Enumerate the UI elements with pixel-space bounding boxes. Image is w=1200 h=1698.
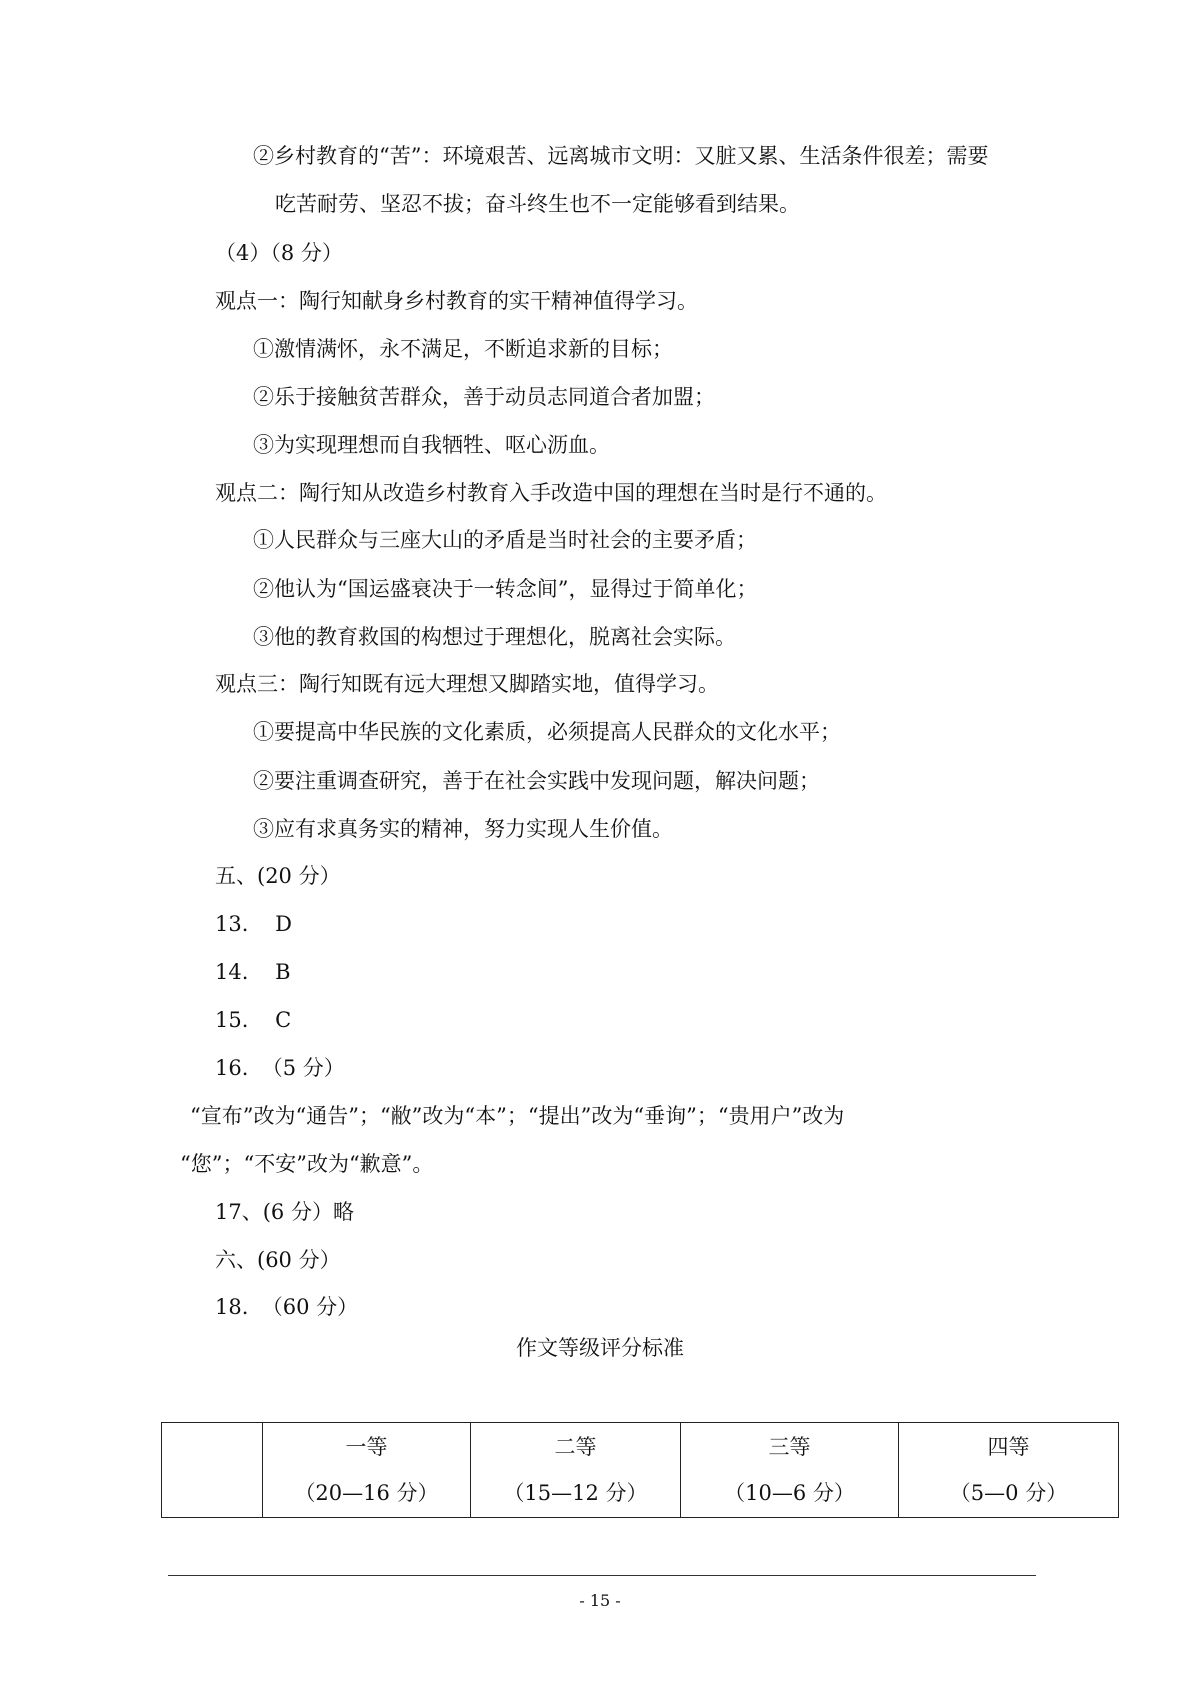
grade-rank: 四等 (987, 1435, 1030, 1459)
answer-14: 14. B (215, 960, 291, 984)
grade-range: （5—0 分） (949, 1481, 1068, 1505)
grade-cell-second (471, 1423, 681, 1518)
text-line: “宣布”改为“通告”；“敝”改为“本”；“提出”改为“垂询”；“贵用户”改为 (190, 1104, 845, 1128)
table-caption: 作文等级评分标准 (516, 1336, 684, 1360)
grade-rank: 一等 (345, 1435, 388, 1459)
table-corner-cell (162, 1423, 263, 1518)
text-line: ②乐于接触贫苦群众，善于动员志同道合者加盟； (253, 385, 715, 409)
text-line: ①激情满怀，永不满足，不断追求新的目标； (253, 337, 673, 361)
footer-divider (168, 1575, 1036, 1576)
text-line: ③应有求真务实的精神，努力实现人生价值。 (253, 817, 673, 841)
answer-18: 18. （60 分） (215, 1295, 359, 1319)
answer-17: 17、(6 分）略 (215, 1200, 354, 1224)
grade-cell-third (681, 1423, 899, 1518)
grade-cell-first (263, 1423, 471, 1518)
table-row (162, 1423, 1119, 1518)
text-line: ③他的教育救国的构想过于理想化，脱离社会实际。 (253, 625, 736, 649)
text-line: 观点二：陶行知从改造乡村教育入手改造中国的理想在当时是行不通的。 (215, 481, 887, 505)
text-line: ①人民群众与三座大山的矛盾是当时社会的主要矛盾； (253, 528, 757, 552)
text-line: ②他认为“国运盛衰决于一转念间”，显得过于简单化； (253, 577, 758, 601)
grade-range: （10—6 分） (724, 1481, 855, 1505)
text-line: ③为实现理想而自我牺牲、呕心沥血。 (253, 433, 610, 457)
text-line: 观点三：陶行知既有远大理想又脚踏实地，值得学习。 (215, 672, 719, 696)
text-line: 吃苦耐劳、坚忍不拔；奋斗终生也不一定能够看到结果。 (275, 192, 800, 216)
answer-16: 16. （5 分） (215, 1056, 345, 1080)
grade-range: （15—12 分） (503, 1481, 648, 1505)
text-line: 五、(20 分） (215, 864, 341, 888)
grade-cell-fourth (899, 1423, 1119, 1518)
answer-15: 15. C (215, 1008, 292, 1032)
grade-range: （20—16 分） (294, 1481, 439, 1505)
text-line: ②要注重调查研究，善于在社会实践中发现问题，解决问题； (253, 769, 820, 793)
text-line: 观点一：陶行知献身乡村教育的实干精神值得学习。 (215, 289, 698, 313)
grade-rank: 三等 (768, 1435, 811, 1459)
text-line: （4）（8 分） (215, 241, 343, 265)
text-line: ①要提高中华民族的文化素质，必须提高人民群众的文化水平； (253, 720, 841, 744)
section-heading: 六、(60 分） (215, 1248, 341, 1272)
grade-table (161, 1422, 1119, 1518)
text-line: “您”；“不安”改为“歉意”。 (180, 1152, 434, 1176)
text-line: ②乡村教育的“苦”：环境艰苦、远离城市文明：又脏又累、生活条件很差；需要 (253, 144, 989, 168)
answer-13: 13. D (215, 912, 292, 936)
page-number: - 15 - (579, 1591, 621, 1610)
grade-rank: 二等 (554, 1435, 597, 1459)
